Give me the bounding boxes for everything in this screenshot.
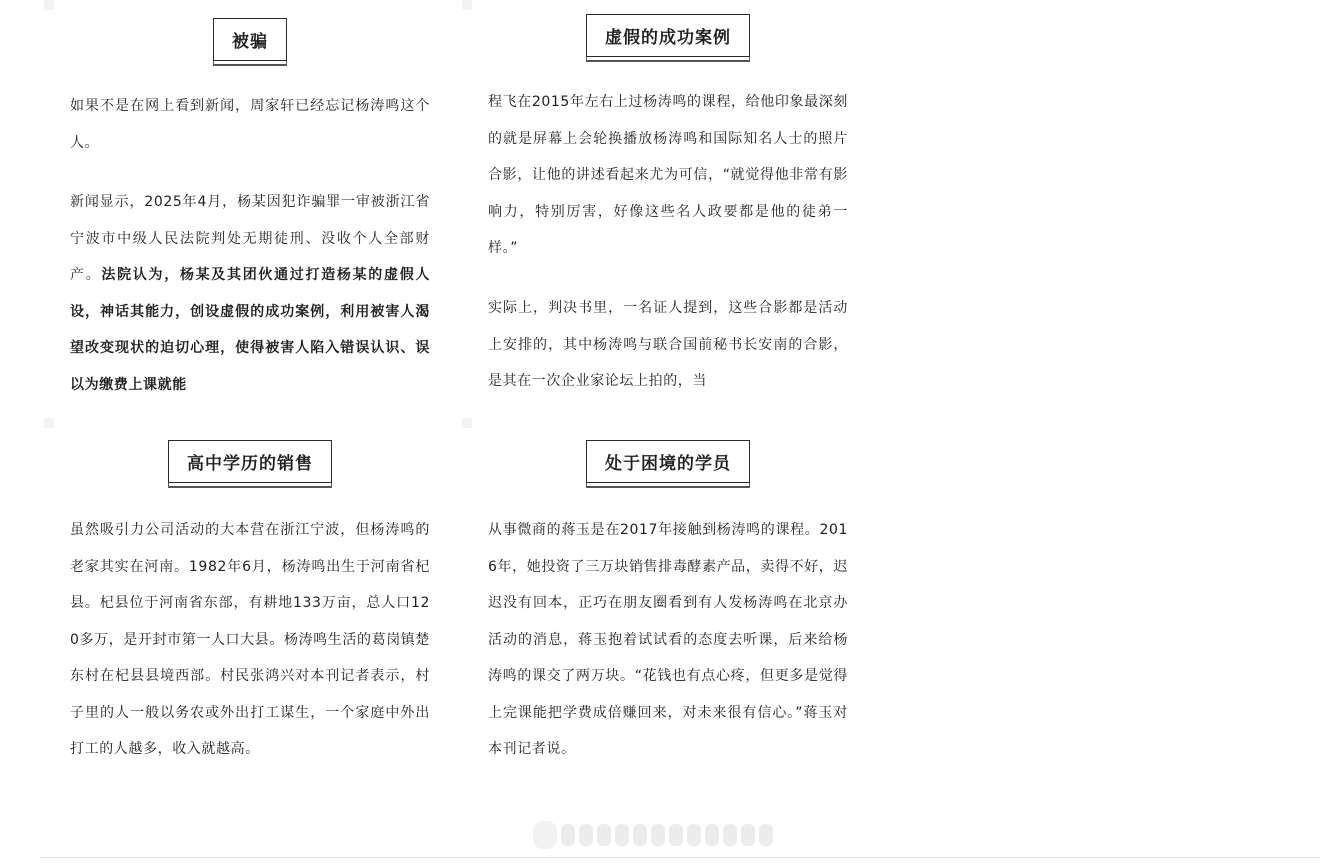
paragraph: 虽然吸引力公司活动的大本营在浙江宁波，但杨涛鸣的老家其实在河南。1982年6月，杨涛鸣出生于河南省杞县。杞县位于河南省东部，有耕地133万亩，总人口120多万，是开封市第一人口大县。杨涛鸣生活的葛岗镇楚东村在杞县县境西部。村民张鸿兴对本刊记者表示，村子里的人一般以务农或外出打工谋生，一个家庭中外出打工的人越多，收入就越高。 xyxy=(70,522,430,757)
decor-dot xyxy=(44,0,54,10)
decor-dot xyxy=(462,0,472,10)
loading-placeholder xyxy=(533,820,788,850)
paragraph: 实际上，判决书里，一名证人提到，这些合影都是活动上安排的，其中杨涛鸣与联合国前秘书长安南的合影，是其在一次企业家论坛上拍的，当 xyxy=(488,300,848,389)
section-heading: 虚假的成功案例 xyxy=(586,14,750,57)
section-fake-cases xyxy=(488,0,848,410)
paragraph: 程飞在2015年左右上过杨涛鸣的课程，给他印象最深刻的就是屏幕上会轮换播放杨涛鸣和国际知名人士的照片合影，让他的讲述看起来尤为可信，“就觉得他非常有影响力，特别厉害，好像这些名人政要都是他的徒弟一样。” xyxy=(488,94,848,256)
paragraph: 新闻显示，2025年4月，杨某因犯诈骗罪一审被浙江省宁波市中级人民法院判处无期徒刑、没收个人全部财产。法院认为，杨某及其团伙通过打造杨某的虚假人设，神话其能力，创设虚假的成功案例，利用被害人渴望改变现状的迫切心理，使得被害人陷入错误认识、误以为缴费上课就能 xyxy=(70,194,430,393)
section-sales-background xyxy=(70,430,430,810)
paragraph: 从事微商的蒋玉是在2017年接触到杨涛鸣的课程。2016年，她投资了三万块销售排毒酵素产品，卖得不好，迟迟没有回本，正巧在朋友圈看到有人发杨涛鸣在北京办活动的消息，蒋玉抱着试试看的态度去听课，后来给杨涛鸣的课交了两万块。“花钱也有点心疼，但更多是觉得上完课能把学费成倍赚回来，对未来很有信心。”蒋玉对本刊记者说。 xyxy=(488,522,848,757)
section-heading: 处于困境的学员 xyxy=(586,440,750,483)
section-deceived xyxy=(70,0,430,410)
section-heading: 高中学历的销售 xyxy=(168,440,332,483)
decor-dot xyxy=(44,418,54,428)
section-struggling-students xyxy=(488,430,848,810)
section-heading: 被骗 xyxy=(213,18,287,61)
paragraph: 如果不是在网上看到新闻，周家轩已经忘记杨涛鸣这个人。 xyxy=(70,98,430,151)
decor-dot xyxy=(462,418,472,428)
divider xyxy=(40,857,1320,858)
